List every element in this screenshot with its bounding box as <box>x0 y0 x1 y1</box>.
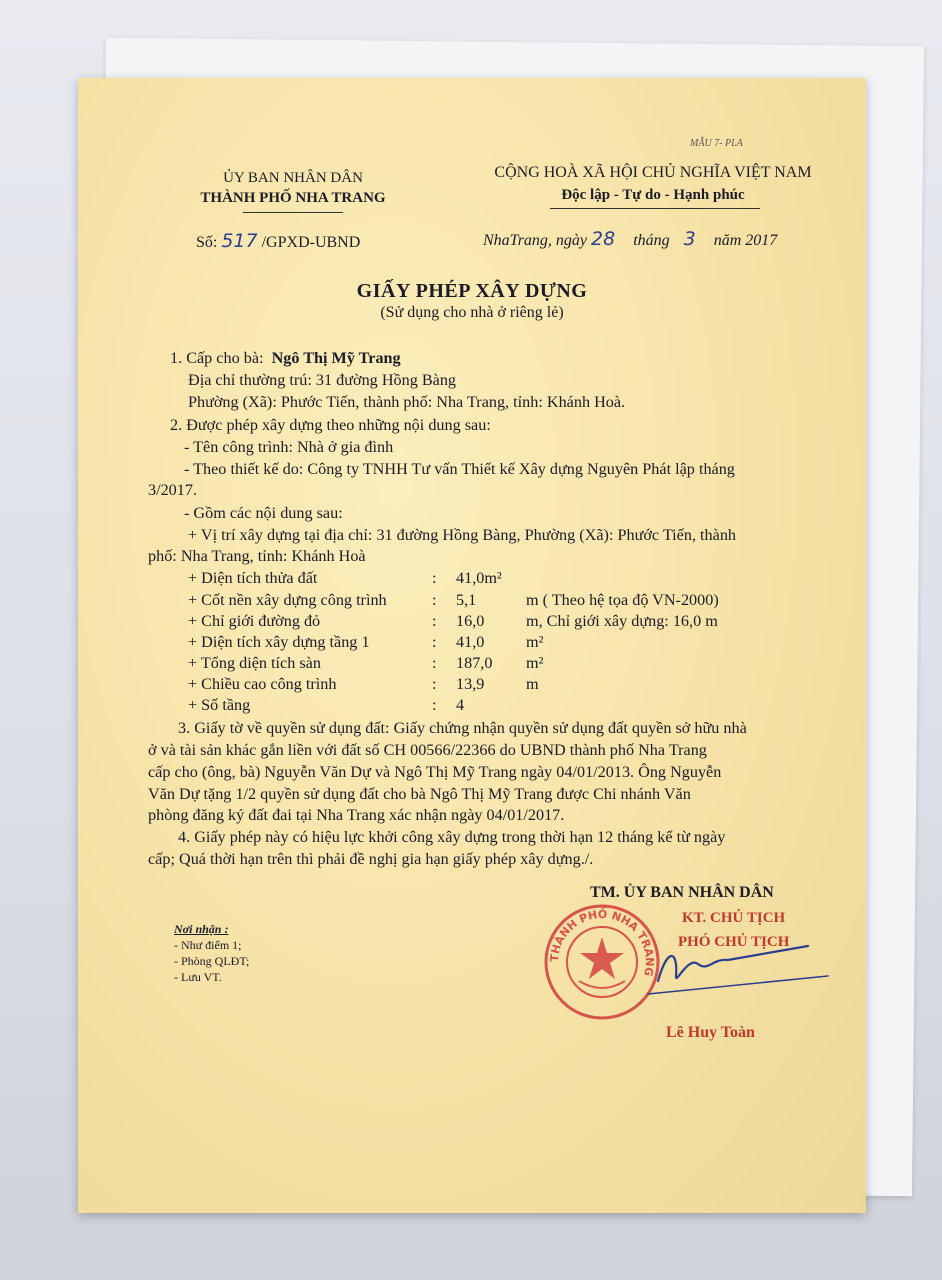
spec-label: + Diện tích xây dựng tầng 1 <box>188 633 370 651</box>
section3-line2: ở và tài sản khác gắn liền với đất số CH 00566/22366 do UBND thành phố Nha Trang <box>148 741 707 759</box>
stamp-ring-text: THÀNH PHỐ NHA TRANG <box>547 907 657 978</box>
design-line1: - Theo thiết kế do: Công ty TNHH Tư vấn Thiết kế Xây dựng Nguyên Phát lập tháng <box>184 460 735 478</box>
location-line2: phố: Nha Trang, tỉnh: Khánh Hoà <box>148 547 366 565</box>
spec-item <box>188 632 543 653</box>
issuer-line1: ỦY BAN NHÂN DÂN <box>223 170 363 186</box>
handwritten-signature-icon <box>638 936 838 996</box>
issue-date <box>483 228 777 250</box>
date-year: năm 2017 <box>713 232 778 249</box>
spec-value: 4 <box>456 696 465 714</box>
spec-label: + Tổng diện tích sàn <box>188 654 321 672</box>
section2-lead-line <box>170 415 491 436</box>
grantee-address: Địa chỉ thường trú: 31 đường Hồng Bàng <box>188 371 457 389</box>
spec-item <box>188 611 718 632</box>
signature-org: TM. ỦY BAN NHÂN DÂN <box>590 884 774 901</box>
form-code: MẪU 7- PLA <box>690 138 743 149</box>
spec-sep: : <box>432 591 437 609</box>
signature-role2: PHÓ CHỦ TỊCH <box>678 934 790 950</box>
section2-lead: Được phép xây dựng theo những nội dung sau: <box>186 416 491 434</box>
spec-label: + Số tầng <box>188 696 251 714</box>
recipients <box>174 921 249 985</box>
spec-value: 16,0 <box>456 612 485 630</box>
spec-unit: m ( Theo hệ tọa độ VN-2000) <box>526 591 719 609</box>
section1-lead-line <box>170 348 401 369</box>
permit-document <box>78 78 866 1213</box>
doc-no-handwritten: 517 <box>221 230 258 252</box>
grantee-name: Ngô Thị Mỹ Trang <box>271 349 401 367</box>
spec-item <box>188 674 539 695</box>
national-motto: Độc lập - Tự do - Hạnh phúc <box>561 187 745 203</box>
section4-line2: cấp; Quá thời hạn trên thì phải đề nghị gia hạn giấy phép xây dựng./. <box>148 850 594 868</box>
national-line1: CỘNG HOÀ XÃ HỘI CHỦ NGHĨA VIỆT NAM <box>494 164 812 181</box>
section3-line1: 3. Giấy tờ về quyền sử dụng đất: Giấy chứng nhận quyền sử dụng đất quyền sở hữu nhà <box>178 719 747 737</box>
spec-unit: m, Chỉ giới xây dựng: 16,0 m <box>526 612 718 630</box>
spec-unit: m² <box>526 654 544 672</box>
spec-item <box>188 653 543 674</box>
section1-lead: Cấp cho bà: <box>186 349 264 367</box>
section3-line3: cấp cho (ông, bà) Nguyễn Văn Dự và Ngô Thị Mỹ Trang ngày 04/01/2013. Ông Nguyễn <box>148 763 722 781</box>
document-number <box>196 230 360 252</box>
section4-line1: 4. Giấy phép này có hiệu lực khởi công xây dựng trong thời hạn 12 tháng kể từ ngày <box>178 828 726 846</box>
spec-sep: : <box>432 696 437 714</box>
section3-line4: Văn Dự tặng 1/2 quyền sử dụng đất cho bà Ngô Thị Mỹ Trang được Chi nhánh Văn <box>148 785 691 803</box>
signer-name: Lê Huy Toàn <box>666 1024 755 1041</box>
section3-line5: phòng đăng ký đất đai tại Nha Trang xác nhận ngày 04/01/2017. <box>148 806 565 824</box>
section2-number: 2. <box>170 416 183 434</box>
spec-item <box>188 590 719 611</box>
section1-number: 1. <box>170 349 183 367</box>
spec-item <box>188 568 526 589</box>
spec-label: + Chiều cao công trình <box>188 675 337 693</box>
recipient-item: - Lưu VT. <box>174 970 222 984</box>
date-month: 3 <box>683 228 696 250</box>
recipient-item: - Như điểm 1; <box>174 938 242 952</box>
recipient-item: - Phòng QLĐT; <box>174 954 250 968</box>
spec-label: + Diện tích thửa đất <box>188 569 318 587</box>
includes-line: - Gồm các nội dung sau: <box>184 504 343 522</box>
document-subtitle: (Sử dụng cho nhà ở riêng lẻ) <box>380 304 564 321</box>
grantee-ward: Phường (Xã): Phước Tiến, thành phố: Nha Trang, tỉnh: Khánh Hoà. <box>188 393 626 411</box>
date-month-label: tháng <box>633 232 670 249</box>
spec-label: + Cốt nền xây dựng công trình <box>188 591 387 609</box>
motto-underline <box>550 208 760 209</box>
document-title: GIẤY PHÉP XÂY DỰNG <box>356 280 588 302</box>
issuer-underline <box>243 212 343 213</box>
location-line1: + Vị trí xây dựng tại địa chỉ: 31 đường Hồng Bàng, Phường (Xã): Phước Tiến, thành <box>188 526 737 544</box>
issuer-header <box>178 168 408 208</box>
issuer-line2: THÀNH PHỐ NHA TRANG <box>200 190 386 206</box>
signature-role1: KT. CHỦ TỊCH <box>682 910 786 926</box>
spec-label: + Chỉ giới đường đỏ <box>188 612 321 630</box>
spec-sep: : <box>432 569 437 587</box>
national-header <box>473 162 833 206</box>
spec-sep: : <box>432 654 437 672</box>
spec-value: 13,9 <box>456 675 485 693</box>
spec-value: 5,1 <box>456 591 477 609</box>
spec-value: 41,0 <box>456 633 485 651</box>
date-day: 28 <box>591 228 616 250</box>
spec-sep: : <box>432 675 437 693</box>
spec-value: 41,0m² <box>456 569 502 587</box>
doc-no-suffix: /GPXD-UBND <box>261 234 361 251</box>
spec-sep: : <box>432 633 437 651</box>
doc-no-prefix: Số: <box>196 234 218 251</box>
date-place: NhaTrang, ngày <box>483 232 588 249</box>
spec-unit: m² <box>526 633 544 651</box>
spec-item <box>188 695 526 716</box>
design-line2: 3/2017. <box>148 481 198 499</box>
recipients-title: Nơi nhận : <box>174 922 229 936</box>
spec-sep: : <box>432 612 437 630</box>
project-name: - Tên công trình: Nhà ở gia đình <box>184 438 394 456</box>
spec-value: 187,0 <box>456 654 493 672</box>
spec-unit: m <box>526 675 539 693</box>
